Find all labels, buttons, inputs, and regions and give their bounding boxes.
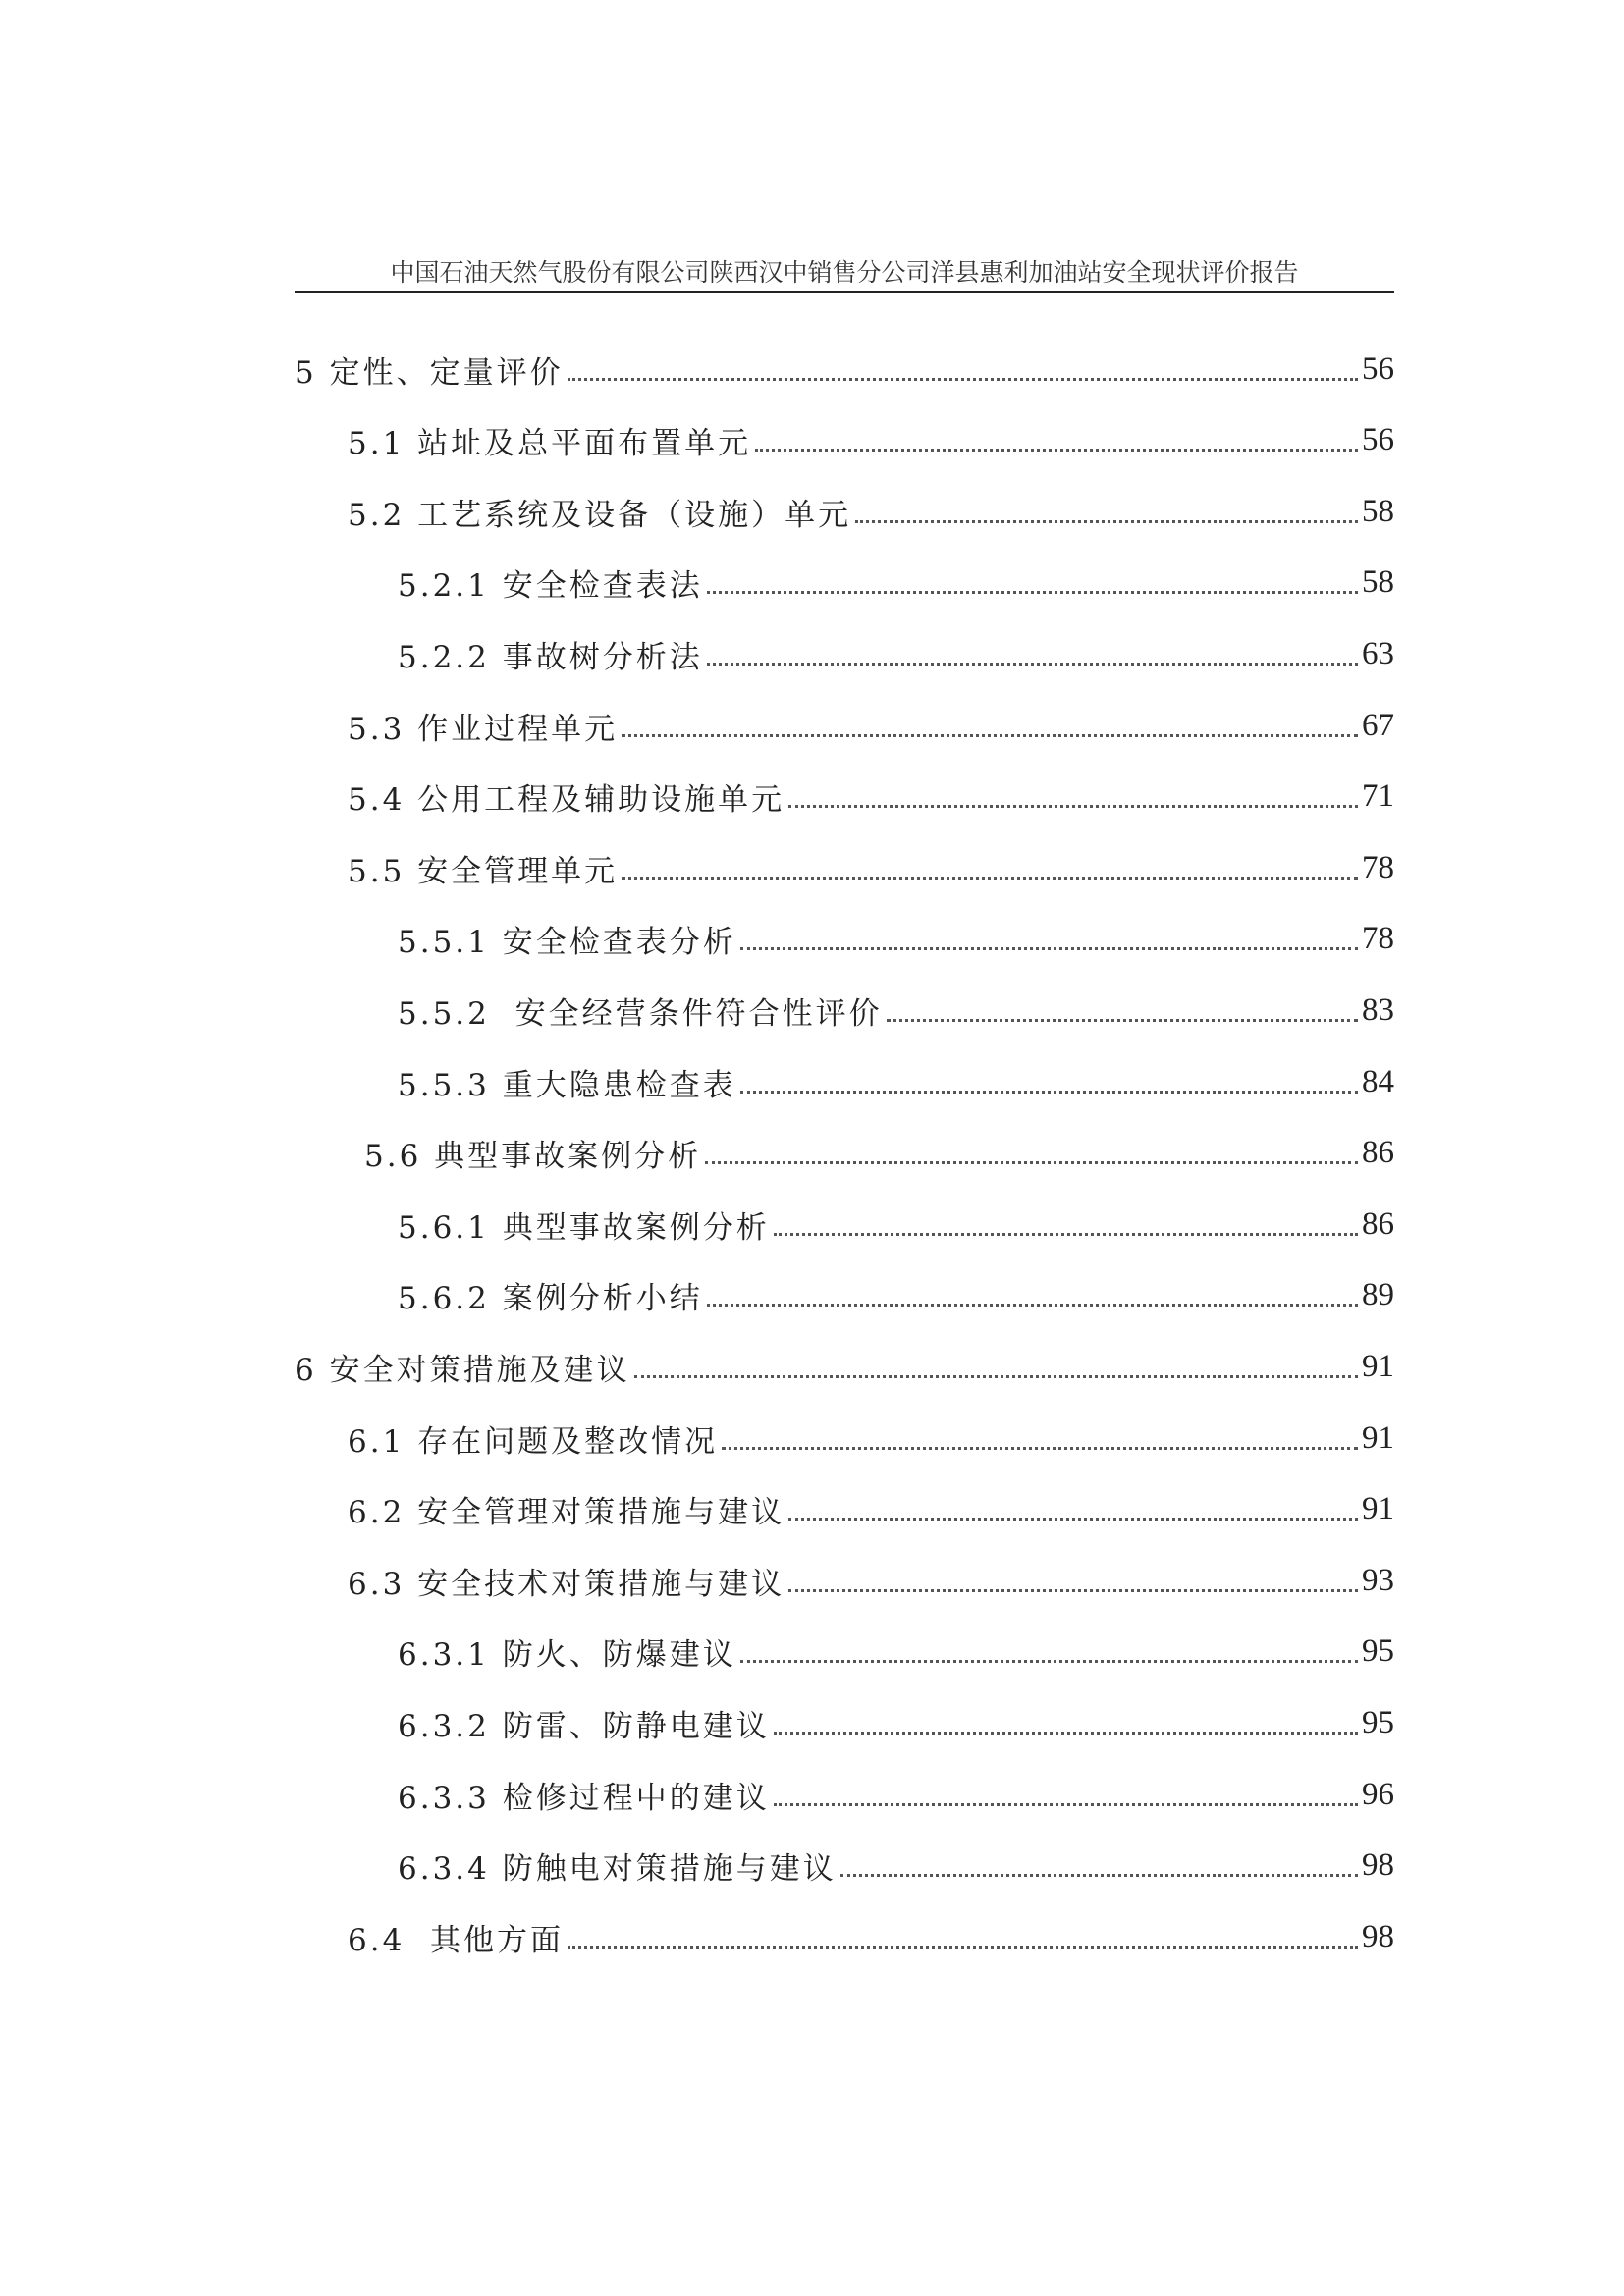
toc-entry[interactable] xyxy=(398,548,1394,618)
toc-entry-page: 58 xyxy=(1362,493,1394,529)
dot-leader xyxy=(774,1233,1358,1236)
toc-entry-page: 84 xyxy=(1362,1063,1394,1099)
toc-entry[interactable] xyxy=(348,1545,1394,1616)
toc-entry[interactable] xyxy=(398,904,1394,975)
toc-entry[interactable] xyxy=(398,1260,1394,1331)
dot-leader xyxy=(722,1447,1358,1450)
toc-entry[interactable] xyxy=(295,1331,1394,1402)
toc-entry-title: 5.6 典型事故案例分析 xyxy=(364,1139,702,1175)
toc-entry-page: 71 xyxy=(1362,778,1394,815)
toc-entry-page: 91 xyxy=(1362,1348,1394,1384)
dot-leader xyxy=(887,1019,1358,1022)
toc-entry[interactable] xyxy=(295,334,1394,404)
toc-entry-page: 83 xyxy=(1362,991,1394,1028)
toc-entry-page: 63 xyxy=(1362,635,1394,671)
toc-entry[interactable] xyxy=(398,618,1394,689)
dot-leader xyxy=(840,1874,1358,1877)
toc-entry-page: 98 xyxy=(1362,1918,1394,1954)
toc-entry-title: 6.3.3 检修过程中的建议 xyxy=(398,1780,770,1816)
dot-leader xyxy=(705,1161,1358,1164)
toc-entry-page: 58 xyxy=(1362,564,1394,601)
toc-entry-title: 5.5.3 重大隐患检查表 xyxy=(398,1067,736,1103)
toc-entry-page: 93 xyxy=(1362,1562,1394,1598)
toc-entry-page: 56 xyxy=(1362,350,1394,387)
toc-entry[interactable] xyxy=(348,1403,1394,1473)
dot-leader xyxy=(740,947,1358,950)
toc-entry[interactable] xyxy=(348,690,1394,761)
toc-entry-page: 67 xyxy=(1362,707,1394,743)
toc-entry-title: 5.5.2 安全经营条件符合性评价 xyxy=(398,995,883,1032)
dot-leader xyxy=(634,1375,1358,1378)
toc-entry-page: 56 xyxy=(1362,422,1394,458)
dot-leader xyxy=(788,1589,1358,1592)
toc-entry-title: 6.3.4 防触电对策措施与建议 xyxy=(398,1851,837,1888)
dot-leader xyxy=(707,1304,1358,1307)
toc-entry-title: 5.6.2 案例分析小结 xyxy=(398,1281,703,1317)
dot-leader xyxy=(774,1732,1358,1735)
toc-entry-page: 78 xyxy=(1362,921,1394,957)
toc-entry[interactable] xyxy=(348,476,1394,547)
toc-entry-title: 6.3 安全技术对策措施与建议 xyxy=(348,1566,785,1602)
dot-leader xyxy=(740,1091,1358,1094)
dot-leader xyxy=(622,877,1358,880)
toc-entry-page: 86 xyxy=(1362,1135,1394,1171)
toc-entry-page: 95 xyxy=(1362,1633,1394,1670)
toc-entry-title: 6.3.1 防火、防爆建议 xyxy=(398,1637,736,1674)
toc-entry-title: 5.2 工艺系统及设备（设施）单元 xyxy=(348,497,852,533)
toc-entry-title: 5.2.1 安全检查表法 xyxy=(398,568,703,605)
dot-leader xyxy=(622,734,1358,737)
dot-leader xyxy=(707,663,1358,666)
toc-entry[interactable] xyxy=(398,1759,1394,1830)
toc-entry-title: 5.5.1 安全检查表分析 xyxy=(398,925,736,961)
toc-entry-title: 6.2 安全管理对策措施与建议 xyxy=(348,1495,785,1531)
toc-entry-page: 89 xyxy=(1362,1277,1394,1313)
toc-entry-page: 91 xyxy=(1362,1491,1394,1527)
toc-entry-title: 5.2.2 事故树分析法 xyxy=(398,639,703,675)
toc-entry-page: 78 xyxy=(1362,849,1394,885)
toc-entry-title: 5.3 作业过程单元 xyxy=(348,711,619,747)
dot-leader xyxy=(788,805,1358,808)
dot-leader xyxy=(568,1946,1358,1949)
toc-entry[interactable] xyxy=(398,975,1394,1045)
toc-entry[interactable] xyxy=(398,1046,1394,1117)
toc-entry-title: 5.1 站址及总平面布置单元 xyxy=(348,426,752,462)
running-header: 中国石油天然气股份有限公司陕西汉中销售分公司洋县惠利加油站安全现状评价报告 xyxy=(390,258,1299,287)
toc-entry[interactable] xyxy=(398,1189,1394,1259)
toc-entry-title: 5.6.1 典型事故案例分析 xyxy=(398,1209,770,1246)
toc-entry-page: 86 xyxy=(1362,1205,1394,1242)
dot-leader xyxy=(740,1660,1358,1663)
toc-entry[interactable] xyxy=(348,1474,1394,1545)
dot-leader xyxy=(707,591,1358,594)
toc-entry[interactable] xyxy=(348,405,1394,476)
dot-leader xyxy=(568,378,1358,381)
toc-entry[interactable] xyxy=(398,1687,1394,1758)
dot-leader xyxy=(755,449,1358,452)
toc-entry[interactable] xyxy=(364,1118,1394,1189)
toc-entry-title: 6.4 其他方面 xyxy=(348,1922,565,1958)
toc-entry-title: 5 定性、定量评价 xyxy=(295,354,564,391)
toc-entry-page: 95 xyxy=(1362,1704,1394,1740)
toc-entry[interactable] xyxy=(348,832,1394,903)
toc-entry-title: 5.4 公用工程及辅助设施单元 xyxy=(348,782,785,819)
header-rule xyxy=(295,291,1394,293)
toc-entry-title: 6.3.2 防雷、防静电建议 xyxy=(398,1708,770,1744)
dot-leader xyxy=(855,520,1358,523)
toc-entry[interactable] xyxy=(398,1831,1394,1901)
toc-entry[interactable] xyxy=(348,1901,1394,1972)
dot-leader xyxy=(774,1803,1358,1806)
toc-entry[interactable] xyxy=(398,1617,1394,1687)
toc-entry[interactable] xyxy=(348,762,1394,832)
toc-entry-title: 5.5 安全管理单元 xyxy=(348,853,619,889)
dot-leader xyxy=(788,1518,1358,1521)
toc-entry-page: 96 xyxy=(1362,1776,1394,1812)
toc-entry-title: 6.1 存在问题及整改情况 xyxy=(348,1423,719,1460)
toc-entry-title: 6 安全对策措施及建议 xyxy=(295,1352,630,1388)
toc-entry-page: 91 xyxy=(1362,1419,1394,1456)
toc-entry-page: 98 xyxy=(1362,1847,1394,1884)
